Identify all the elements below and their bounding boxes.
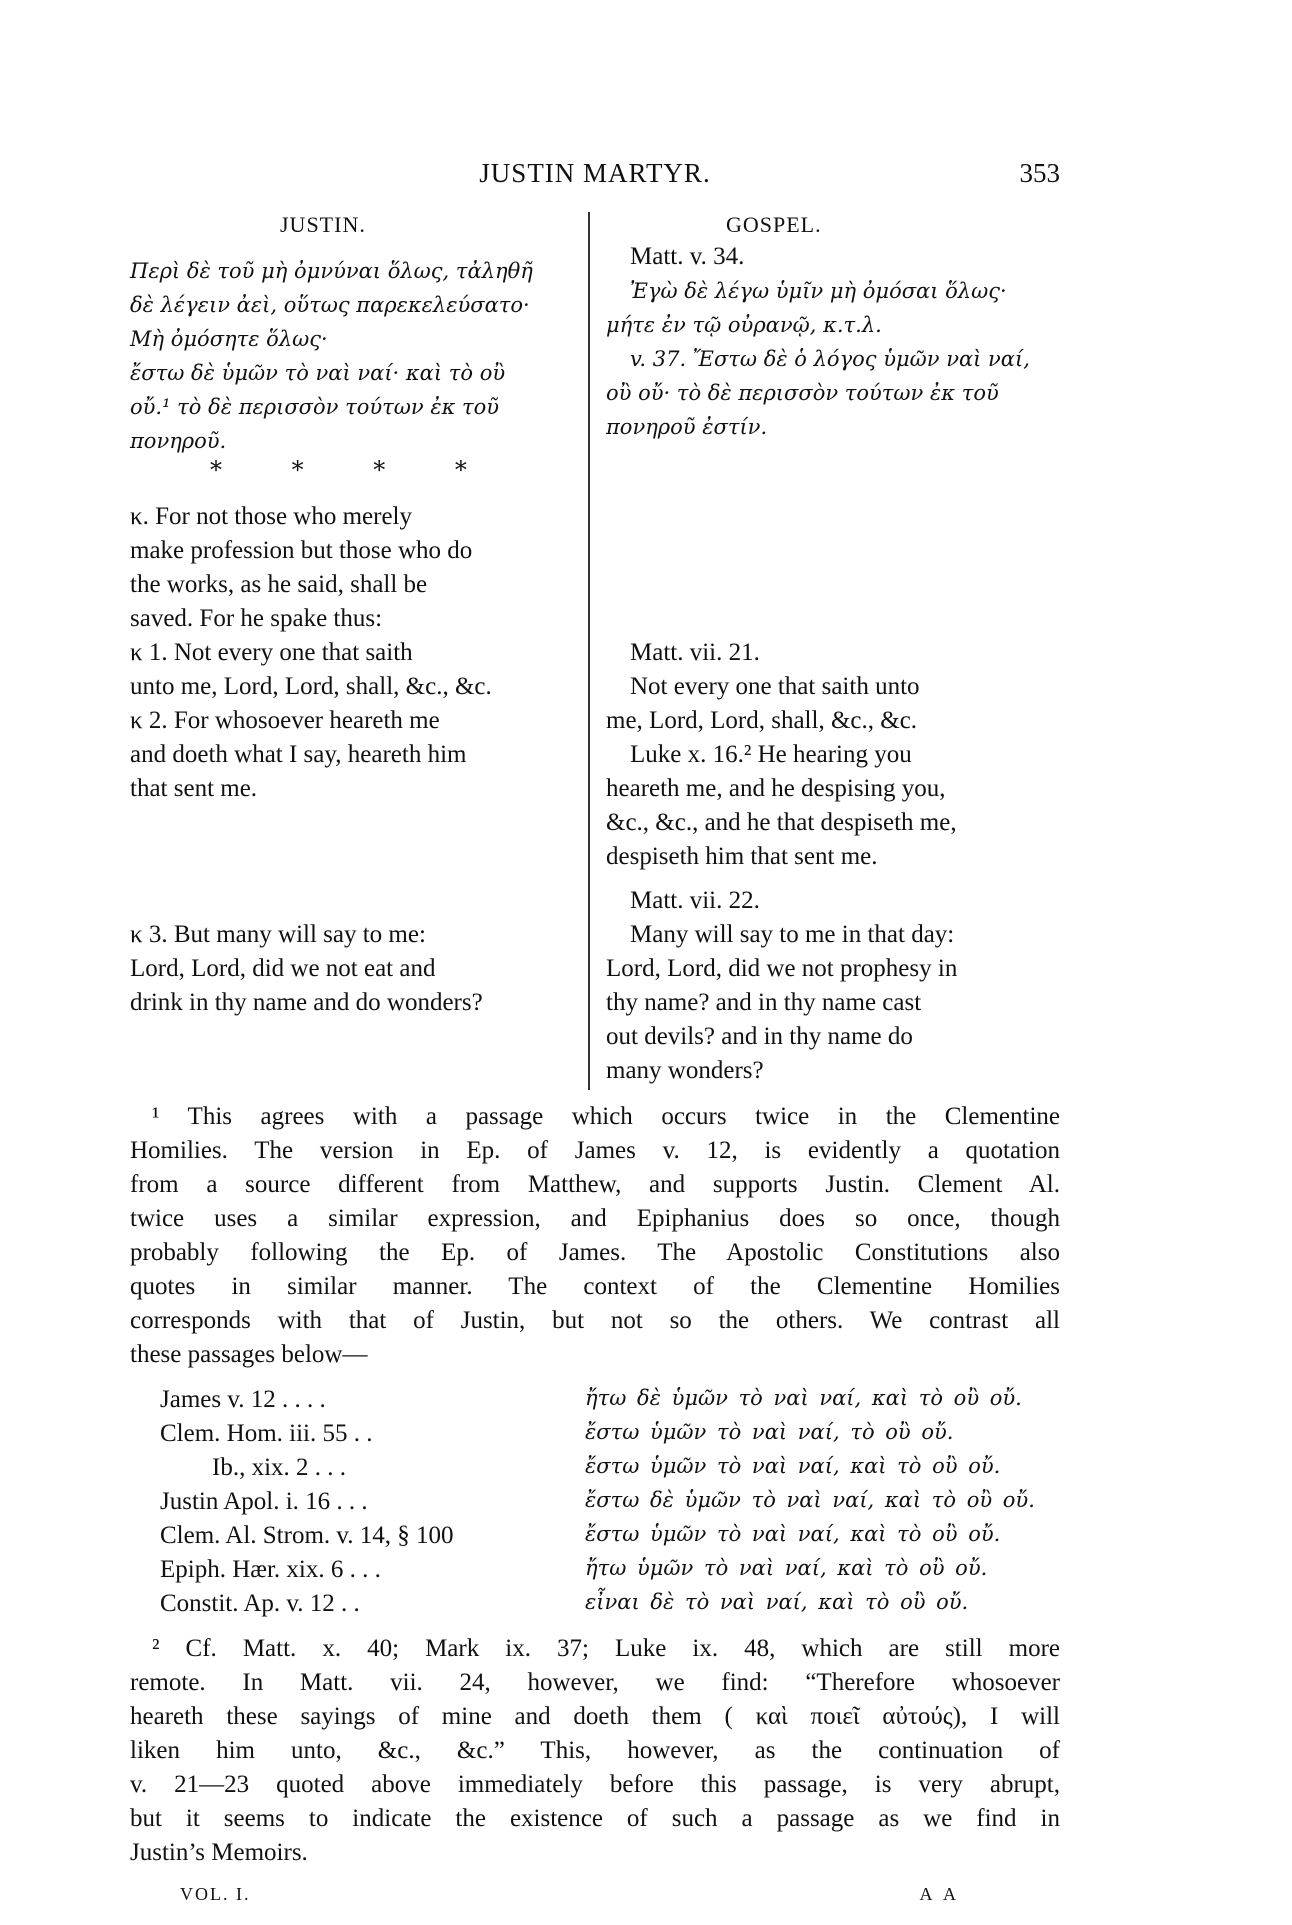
comparison-ref: Constit. Ap. v. 12 . .: [160, 1590, 360, 1617]
column-divider: [588, 212, 590, 1090]
footnote-2-line: v. 21—23 quoted above immediately before this passage, is very abrupt,: [130, 1771, 1060, 1798]
greek-line: οὔ.¹ τὸ δὲ περισσὸν τούτων ἐκ τοῦ: [130, 395, 500, 419]
parallel-columns: [130, 212, 1060, 1097]
footnote-1-line: corresponds with that of Justin, but not so the others. We contrast all: [130, 1307, 1060, 1334]
english-line: κ 3. But many will say to me:: [130, 921, 426, 948]
comparison-ref: Epiph. Hær. xix. 6 . . .: [160, 1556, 381, 1583]
gospel-greek-line: v. 37. Ἔστω δὲ ὁ λόγος ὑμῶν ναὶ ναί,: [630, 347, 1030, 371]
comparison-ref: Ib., xix. 2 . . .: [212, 1454, 347, 1481]
gospel-line: me, Lord, Lord, shall, &c., &c.: [606, 707, 918, 734]
gospel-line: &c., &c., and he that despiseth me,: [606, 809, 957, 836]
english-line: and doeth what I say, heareth him: [130, 741, 467, 768]
english-line: the works, as he said, shall be: [130, 571, 428, 598]
page-footer: [180, 1884, 960, 1914]
gospel-column: [606, 212, 1060, 1084]
section-stars: * * * *: [210, 456, 467, 484]
comparison-greek: ἔστω δὲ ὑμῶν τὸ ναὶ ναί, καὶ τὸ οὒ οὔ.: [585, 1488, 1035, 1512]
comparison-row: [160, 1488, 1060, 1522]
gospel-line: despiseth him that sent me.: [606, 843, 878, 870]
english-line: κ 1. Not every one that saith: [130, 639, 413, 666]
english-line: κ 2. For whosoever heareth me: [130, 707, 440, 734]
gospel-line: Luke x. 16.² He hearing you: [630, 741, 912, 768]
english-line: unto me, Lord, Lord, shall, &c., &c.: [130, 673, 492, 700]
comparison-row: [160, 1420, 1060, 1454]
greek-line: ἔστω δὲ ὑμῶν τὸ ναὶ ναί· καὶ τὸ οὒ: [130, 361, 506, 385]
gospel-ref: Matt. v. 34.: [630, 243, 745, 270]
footnote-1-line: ¹ This agrees with a passage which occurs twice in the Clementine: [152, 1103, 1060, 1130]
sheet-signature: A A: [919, 1884, 960, 1904]
footnote-2-line: Justin’s Memoirs.: [130, 1839, 308, 1866]
footnote-2-line: remote. In Matt. vii. 24, however, we find: “Therefore whosoever: [130, 1669, 1060, 1696]
comparison-greek: ἤτω δὲ ὑμῶν τὸ ναὶ ναί, καὶ τὸ οὒ οὔ.: [585, 1386, 1022, 1410]
comparison-greek: εἶναι δὲ τὸ ναὶ ναί, καὶ τὸ οὒ οὔ.: [585, 1590, 969, 1614]
english-line: Lord, Lord, did we not eat and: [130, 955, 436, 982]
comparison-ref: James v. 12 . . . .: [160, 1386, 326, 1413]
footnote-2-line: ² Cf. Matt. x. 40; Mark ix. 37; Luke ix. 48, which are still more: [152, 1635, 1060, 1662]
comparison-greek: ἔστω ὑμῶν τὸ ναὶ ναί, καὶ τὸ οὒ οὔ.: [585, 1522, 1001, 1546]
running-title: JUSTIN MARTYR.: [479, 158, 711, 188]
gospel-heading: GOSPEL.: [726, 212, 822, 237]
footnote-2-line: liken him unto, &c., &c.” This, however, as the continuation of: [130, 1737, 1060, 1764]
gospel-line: Lord, Lord, did we not prophesy in: [606, 955, 958, 982]
gospel-line: Many will say to me in that day:: [630, 921, 955, 948]
gospel-greek-line: πονηροῦ ἐστίν.: [606, 415, 768, 439]
gospel-greek-line: μήτε ἐν τῷ οὐρανῷ, κ.τ.λ.: [606, 313, 882, 337]
english-line: drink in thy name and do wonders?: [130, 989, 483, 1016]
comparison-greek: ἔστω ὑμῶν τὸ ναὶ ναί, τὸ οὒ οὔ.: [585, 1420, 954, 1444]
gospel-line: thy name? and in thy name cast: [606, 989, 922, 1016]
gospel-line: many wonders?: [606, 1057, 764, 1084]
comparison-row: [160, 1454, 1060, 1488]
gospel-ref: Matt. vii. 22.: [630, 887, 760, 914]
english-line: make profession but those who do: [130, 537, 473, 564]
justin-heading: JUSTIN.: [280, 212, 366, 237]
comparison-greek: ἔστω ὑμῶν τὸ ναὶ ναί, καὶ τὸ οὒ οὔ.: [585, 1454, 1001, 1478]
comparison-ref: Clem. Hom. iii. 55 . .: [160, 1420, 373, 1447]
comparison-row: [160, 1522, 1060, 1556]
comparison-row: [160, 1590, 1060, 1624]
footnote-1-line: these passages below—: [130, 1341, 368, 1368]
footnote-2-line: heareth these sayings of mine and doeth them ( καὶ ποιεῖ αὐτούς), I will: [130, 1703, 1060, 1730]
greek-line: δὲ λέγειν ἀεὶ, οὕτως παρεκελεύσατο·: [130, 293, 530, 317]
footnote-1-line: Homilies. The version in Ep. of James v. 12, is evidently a quotation: [130, 1137, 1060, 1164]
comparison-ref: Justin Apol. i. 16 . . .: [160, 1488, 368, 1515]
greek-line: Μὴ ὀμόσητε ὅλως·: [130, 327, 328, 351]
english-line: saved. For he spake thus:: [130, 605, 383, 632]
gospel-line: heareth me, and he despising you,: [606, 775, 946, 802]
footnote-2-line: but it seems to indicate the existence of such a passage as we find in: [130, 1805, 1060, 1832]
page-header: [130, 158, 1060, 198]
gospel-line: Not every one that saith unto: [630, 673, 920, 700]
page-number: 353: [1019, 158, 1060, 188]
justin-column: [130, 212, 570, 1016]
footnote-1-line: probably following the Ep. of James. The Apostolic Constitutions also: [130, 1239, 1060, 1266]
gospel-ref: Matt. vii. 21.: [630, 639, 760, 666]
comparison-row: [160, 1556, 1060, 1590]
volume-signature: VOL. I.: [180, 1884, 251, 1904]
gospel-line: out devils? and in thy name do: [606, 1023, 913, 1050]
gospel-greek-line: οὒ οὔ· τὸ δὲ περισσὸν τούτων ἐκ τοῦ: [606, 381, 999, 405]
greek-line: πονηροῦ.: [130, 429, 227, 453]
comparison-greek: ἤτω ὑμῶν τὸ ναὶ ναί, καὶ τὸ οὒ οὔ.: [585, 1556, 988, 1580]
footnote-1-line: quotes in similar manner. The context of the Clementine Homilies: [130, 1273, 1060, 1300]
english-line: that sent me.: [130, 775, 258, 802]
footnote-1-line: twice uses a similar expression, and Epiphanius does so once, though: [130, 1205, 1060, 1232]
english-line: κ. For not those who merely: [130, 503, 413, 530]
greek-line: Περὶ δὲ τοῦ μὴ ὀμνύναι ὅλως, τἀληθῆ: [130, 259, 533, 283]
gospel-greek-line: Ἐγὼ δὲ λέγω ὑμῖν μὴ ὀμόσαι ὅλως·: [630, 279, 1007, 303]
footnote-1-line: from a source different from Matthew, and supports Justin. Clement Al.: [130, 1171, 1060, 1198]
comparison-row: [160, 1386, 1060, 1420]
comparison-ref: Clem. Al. Strom. v. 14, § 100: [160, 1522, 454, 1549]
